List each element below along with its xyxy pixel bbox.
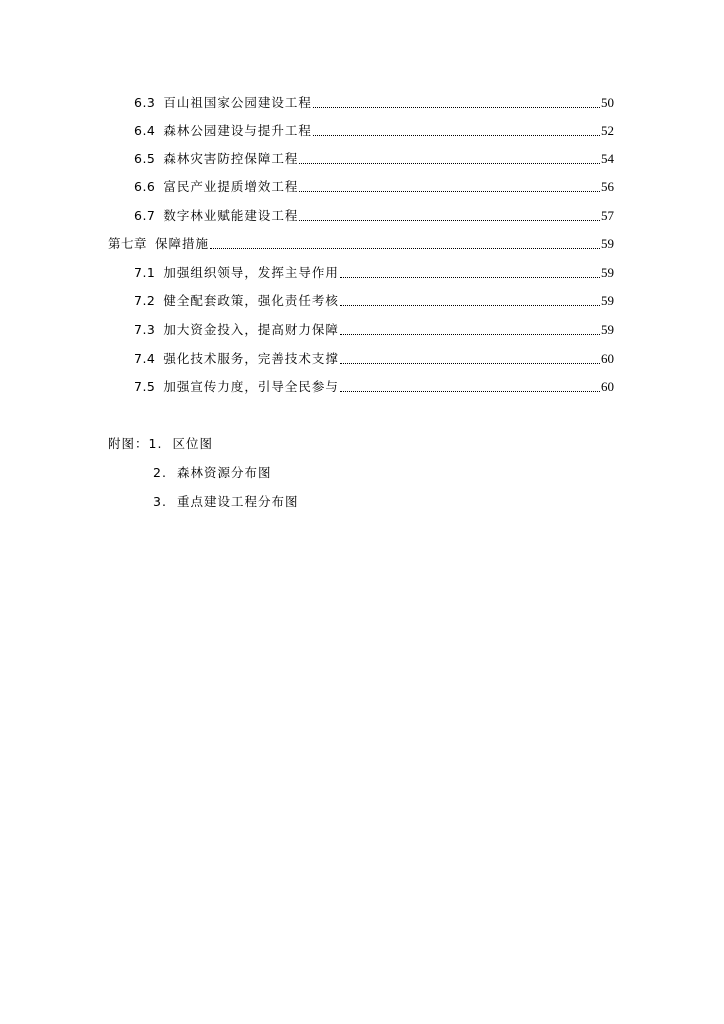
toc-dot-leader bbox=[299, 191, 600, 192]
toc-dot-leader bbox=[313, 135, 600, 136]
toc-entry-number: 7.3 bbox=[134, 322, 156, 337]
toc-entry-number: 7.5 bbox=[134, 379, 156, 394]
appendix-label: 附图： bbox=[108, 436, 149, 451]
appendix-item-title: 森林资源分布图 bbox=[176, 465, 272, 480]
toc-entry-title: 健全配套政策，强化责任考核 bbox=[163, 293, 339, 308]
appendix-item-number: 3. bbox=[153, 494, 167, 509]
toc-dot-leader bbox=[313, 107, 600, 108]
toc-entry-page: 59 bbox=[601, 265, 614, 280]
toc-entry-number: 6.3 bbox=[134, 95, 156, 110]
toc-entry-6-4 bbox=[134, 121, 614, 141]
toc-dot-leader bbox=[340, 363, 600, 364]
toc-entry-page: 57 bbox=[601, 208, 614, 223]
toc-entry-number: 7.1 bbox=[134, 265, 156, 280]
toc-entry-7-4 bbox=[134, 349, 614, 369]
toc-dot-leader bbox=[210, 248, 600, 249]
toc-dot-leader bbox=[340, 334, 600, 335]
toc-dot-leader bbox=[340, 277, 600, 278]
appendix-item-title: 区位图 bbox=[172, 436, 213, 451]
toc-entry-title: 富民产业提质增效工程 bbox=[163, 179, 299, 194]
toc-entry-page: 59 bbox=[601, 293, 614, 308]
toc-dot-leader bbox=[340, 305, 600, 306]
appendix-item-number: 1. bbox=[148, 436, 163, 451]
toc-entry-title: 数字林业赋能建设工程 bbox=[163, 208, 299, 223]
toc-entry-page: 52 bbox=[601, 123, 614, 138]
appendix-item-1 bbox=[108, 434, 213, 454]
toc-entry-page: 60 bbox=[601, 351, 614, 366]
toc-entry-title: 加强宣传力度，引导全民参与 bbox=[163, 379, 339, 394]
toc-entry-page: 50 bbox=[601, 95, 614, 110]
toc-entry-page: 60 bbox=[601, 379, 614, 394]
toc-entry-6-5 bbox=[134, 149, 614, 169]
toc-entry-page: 54 bbox=[601, 151, 614, 166]
toc-entry-title: 强化技术服务，完善技术支撑 bbox=[163, 351, 339, 366]
toc-dot-leader bbox=[340, 391, 600, 392]
toc-entry-title: 加大资金投入，提高财力保障 bbox=[163, 322, 339, 337]
toc-entry-page: 59 bbox=[601, 322, 614, 337]
appendix-item-title: 重点建设工程分布图 bbox=[176, 494, 299, 509]
toc-entry-7-2 bbox=[134, 291, 614, 311]
toc-entry-7-5 bbox=[134, 377, 614, 397]
toc-entry-title: 森林公园建设与提升工程 bbox=[163, 123, 312, 138]
toc-entry-number: 6.6 bbox=[134, 179, 156, 194]
appendix-item-2 bbox=[153, 463, 271, 483]
toc-entry-number: 6.7 bbox=[134, 208, 156, 223]
toc-entry-title: 保障措施 bbox=[155, 236, 210, 251]
toc-entry-number: 7.4 bbox=[134, 351, 156, 366]
toc-entry-6-7 bbox=[134, 206, 614, 226]
toc-entry-6-3 bbox=[134, 93, 614, 113]
toc-entry-number: 7.2 bbox=[134, 293, 156, 308]
toc-entry-7-3 bbox=[134, 320, 614, 340]
appendix-item-3 bbox=[153, 492, 298, 512]
toc-entry-6-6 bbox=[134, 177, 614, 197]
toc-dot-leader bbox=[299, 220, 600, 221]
toc-dot-leader bbox=[299, 163, 600, 164]
toc-entry-title: 加强组织领导，发挥主导作用 bbox=[163, 265, 339, 280]
toc-entry-number: 6.5 bbox=[134, 151, 156, 166]
toc-entry-chapter-7 bbox=[108, 234, 614, 254]
toc-entry-7-1 bbox=[134, 263, 614, 283]
toc-entry-page: 56 bbox=[601, 179, 614, 194]
toc-entry-title: 森林灾害防控保障工程 bbox=[163, 151, 299, 166]
appendix-item-number: 2. bbox=[153, 465, 167, 480]
toc-entry-number: 6.4 bbox=[134, 123, 156, 138]
toc-entry-number: 第七章 bbox=[108, 236, 148, 251]
toc-entry-page: 59 bbox=[601, 236, 614, 251]
toc-entry-title: 百山祖国家公园建设工程 bbox=[163, 95, 312, 110]
